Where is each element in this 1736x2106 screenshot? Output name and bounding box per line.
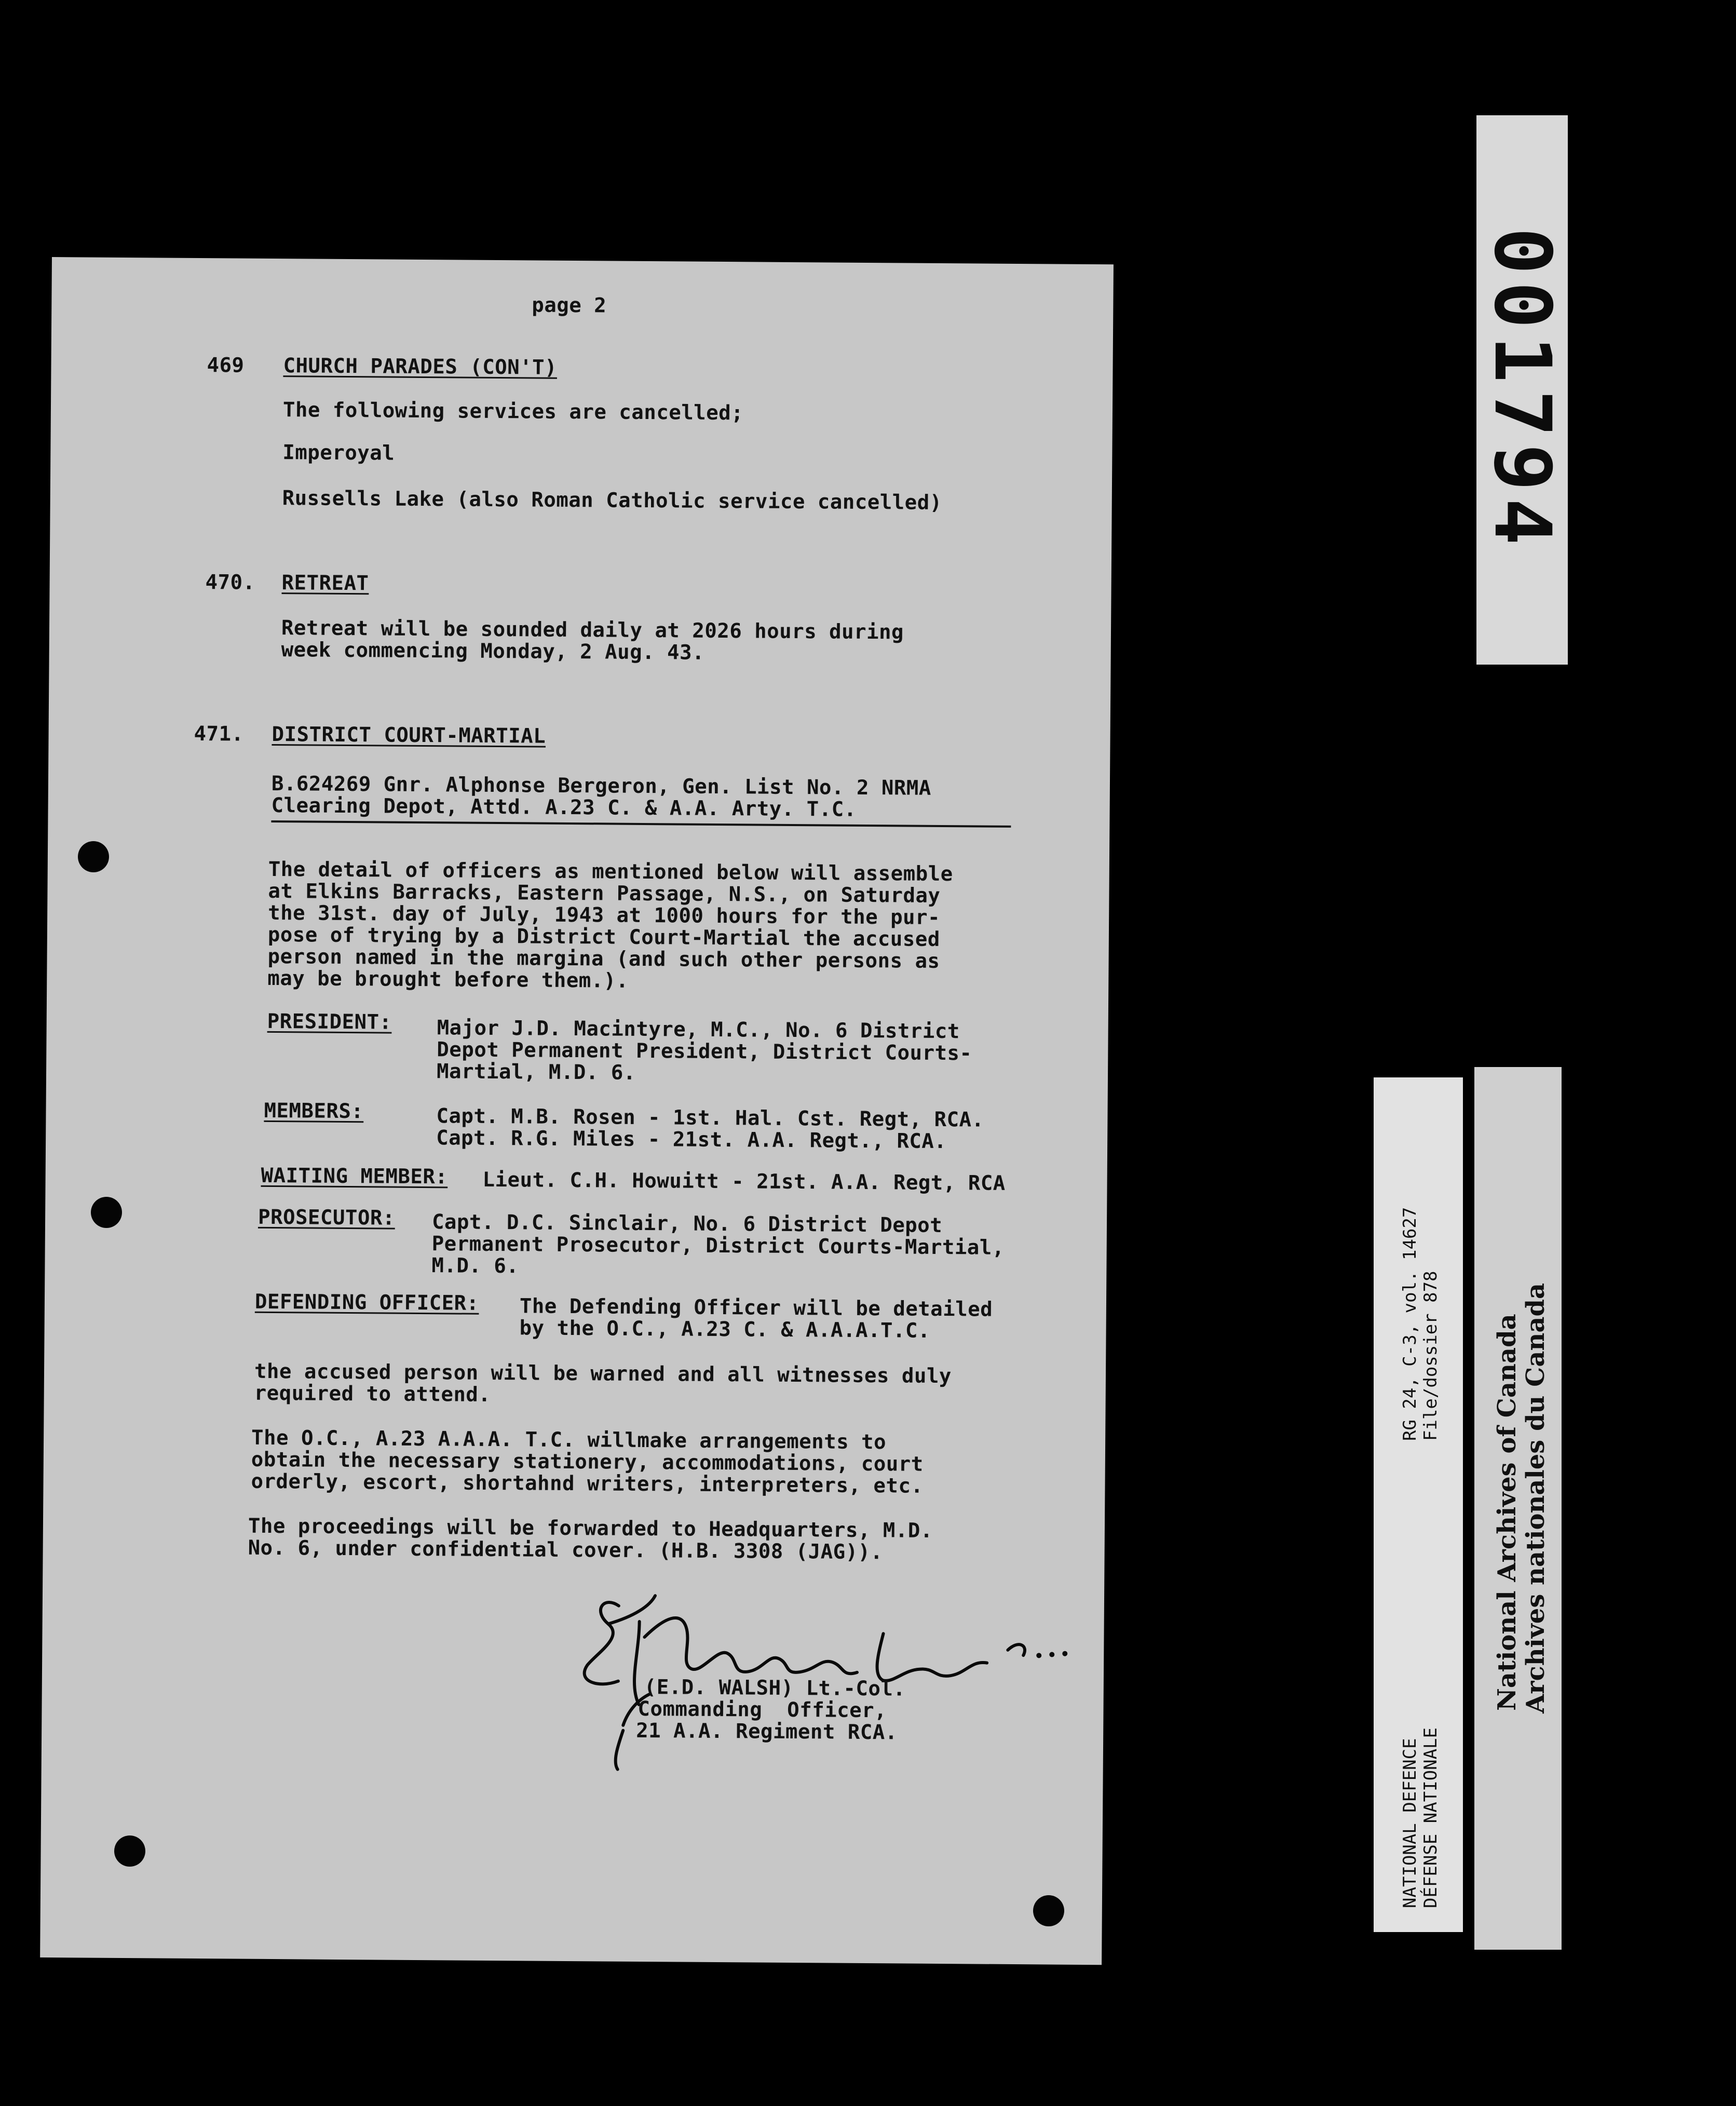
role-line: Permanent Prosecutor, District Courts-Martial, (431, 1232, 1005, 1260)
page-label: page 2 (532, 293, 607, 318)
role-line: Capt. M.B. Rosen - 1st. Hal. Cst. Regt, RCA. (436, 1104, 984, 1132)
punch-hole (91, 1197, 122, 1228)
closing-line: obtain the necessary stationery, accommodations, court (251, 1448, 924, 1476)
role-line: The Defending Officer will be detailed (519, 1294, 993, 1321)
reel-number: 001794 (1477, 227, 1568, 552)
section-number: 469 (207, 354, 245, 377)
role-line: M.D. 6. (431, 1254, 519, 1278)
section-heading: RETREAT (281, 571, 369, 596)
detail-line: pose of trying by a District Court-Martial the accused (267, 923, 940, 951)
handwritten-signature (561, 1574, 1107, 1775)
detail-line: may be brought before them.). (267, 966, 629, 993)
reference-line: RG 24, C-3, vol. 14627 (1400, 1207, 1420, 1441)
national-archives-label (1474, 1067, 1562, 1950)
role-line: Capt. R.G. Miles - 21st. A.A. Regt., RCA. (436, 1126, 947, 1154)
closing-line: the accused person will be warned and all witnesses duly (254, 1359, 952, 1388)
role-line: by the O.C., A.23 C. & A.A.A.T.C. (519, 1316, 931, 1343)
department-line: NATIONAL DEFENCE (1400, 1738, 1420, 1908)
body-line: week commencing Monday, 2 Aug. 43. (281, 638, 705, 665)
section-heading: CHURCH PARADES (CON'T) (283, 354, 558, 380)
role-label: WAITING MEMBER: (261, 1164, 448, 1189)
detail-line: person named in the margina (and such other persons as (267, 944, 940, 973)
role-line: Depot Permanent President, District Courts- (437, 1038, 972, 1065)
detail-line: The detail of officers as mentioned below will assemble (268, 857, 953, 886)
signature-line: (E.D. WALSH) Lt.-Col. (644, 1676, 906, 1701)
signature-line: 21 A.A. Regiment RCA. (636, 1719, 898, 1745)
body-line: Retreat will be sounded daily at 2026 hours during (281, 616, 904, 644)
detail-line: at Elkins Barracks, Eastern Passage, N.S., on Saturday (268, 879, 941, 908)
accused-line: B.624269 Gnr. Alphonse Bergeron, Gen. List No. 2 NRMA (271, 772, 932, 800)
archive-reference-label (1374, 1077, 1463, 1932)
section-number: 471. (194, 722, 244, 746)
closing-line: The O.C., A.23 A.A.A. T.C. willmake arrangements to (251, 1426, 887, 1454)
reference-line: File/dossier 878 (1420, 1271, 1441, 1441)
punch-hole (78, 841, 109, 872)
section-number: 470. (205, 571, 255, 595)
role-label: DEFENDING OFFICER: (254, 1290, 479, 1315)
document-page (40, 257, 1114, 1965)
role-label: MEMBERS: (264, 1099, 364, 1124)
accused-line: Clearing Depot, Attd. A.23 C. & A.A. Arty. T.C. (271, 793, 857, 821)
archives-name-en: National Archives of Canada (1493, 1314, 1522, 1711)
punch-hole (114, 1835, 145, 1867)
punch-hole (1033, 1895, 1064, 1926)
body-line: Russells Lake (also Roman Catholic service cancelled) (282, 487, 942, 515)
department-line: DÉFENSE NATIONALE (1420, 1727, 1441, 1908)
closing-line: No. 6, under confidential cover. (H.B. 3308 (JAG)). (248, 1536, 883, 1564)
body-line: The following services are cancelled; (282, 398, 744, 425)
reel-number-strip (1476, 115, 1568, 665)
closing-line: The proceedings will be forwarded to Headquarters, M.D. (248, 1514, 933, 1543)
role-label: PRESIDENT: (267, 1009, 392, 1034)
section-heading: DISTRICT COURT-MARTIAL (272, 722, 546, 748)
detail-line: the 31st. day of July, 1943 at 1000 hours for the pur- (268, 901, 941, 929)
signature-line: Commanding Officer, (638, 1697, 887, 1723)
body-line: Imperoyal (282, 441, 395, 465)
role-line: Major J.D. Macintyre, M.C., No. 6 District (437, 1016, 960, 1044)
role-line: Martial, M.D. 6. (436, 1060, 636, 1085)
underline-rule (271, 820, 1011, 828)
closing-line: orderly, escort, shortahnd writers, interpreters, etc. (251, 1469, 924, 1498)
closing-line: required to attend. (254, 1381, 491, 1407)
role-label: PROSECUTOR: (257, 1205, 396, 1230)
role-line: Capt. D.C. Sinclair, No. 6 District Depot (431, 1210, 943, 1238)
role-line: Lieut. C.H. Howuitt - 21st. A.A. Regt, RCA (482, 1168, 1006, 1195)
archives-name-fr: Archives nationales du Canada (1521, 1282, 1550, 1713)
